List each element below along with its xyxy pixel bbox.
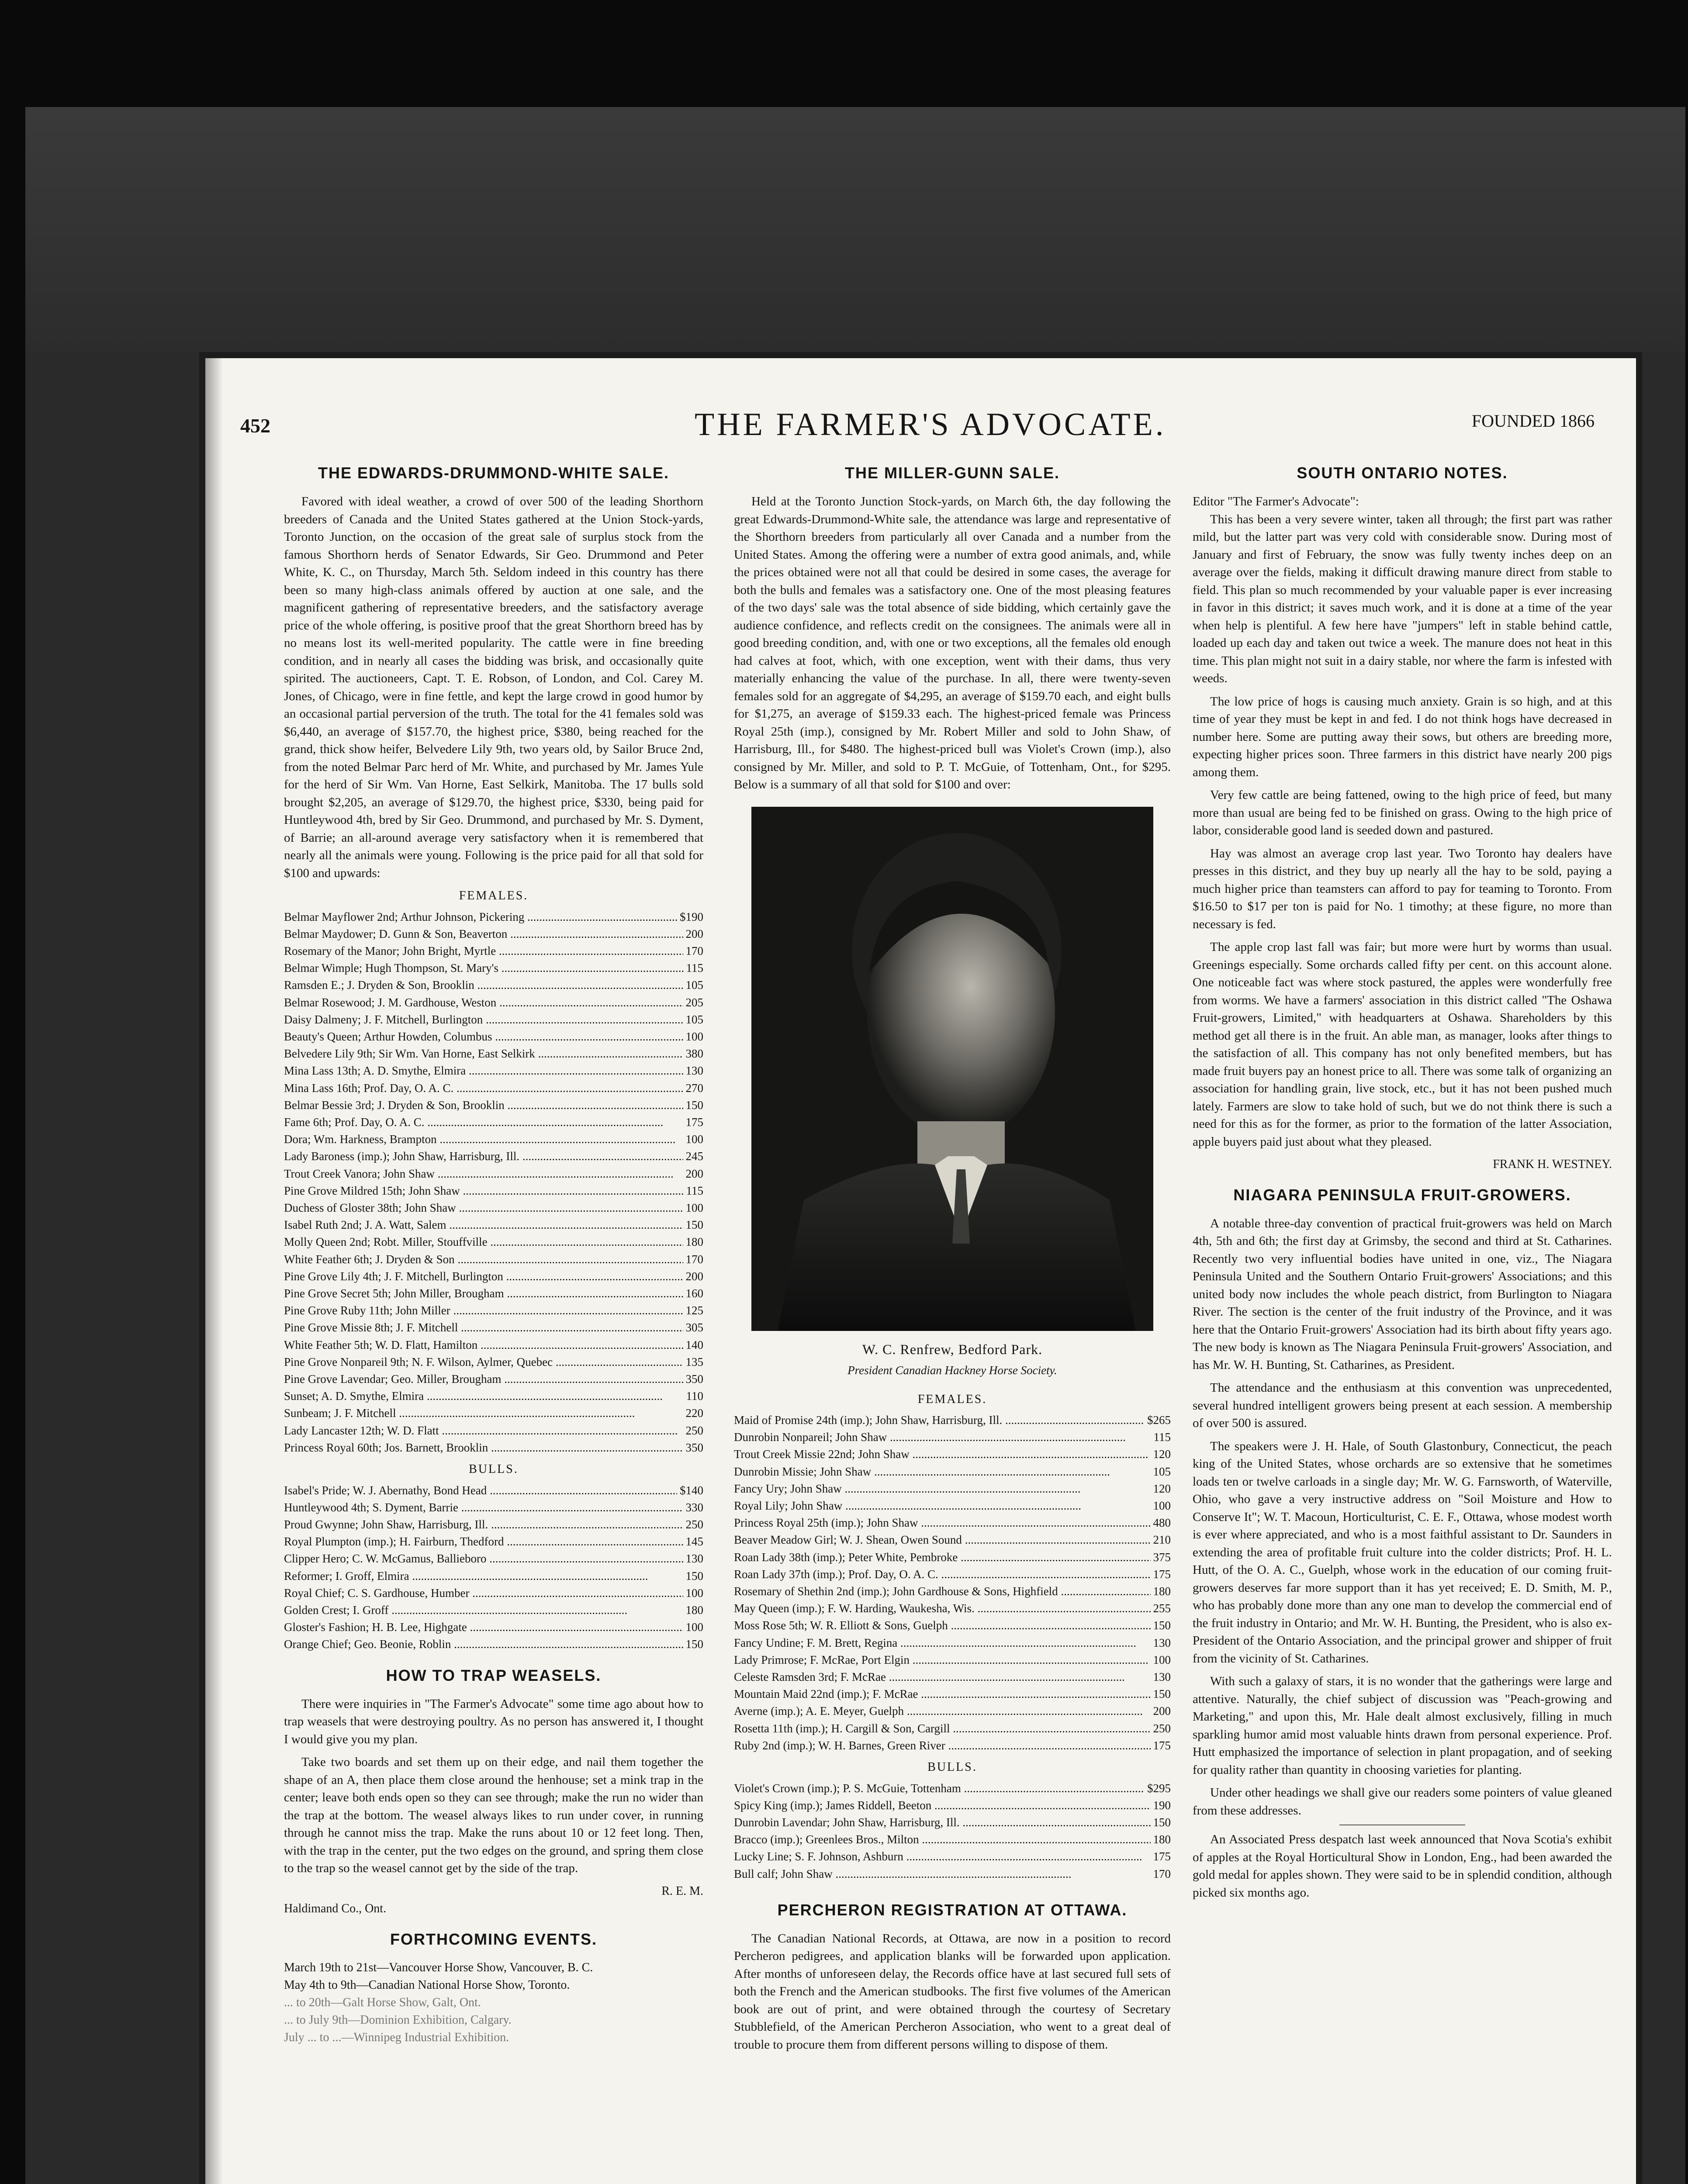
sale-entry [284, 1388, 703, 1405]
sale-entry-price: 100 [683, 1585, 704, 1602]
sale-entry-price: 150 [683, 1568, 704, 1585]
sale-entry-price: 200 [683, 926, 704, 943]
sale-entry-name: Spicy King (imp.); James Riddell, Beeton ..... [734, 1797, 1151, 1814]
sale-entry-price: 130 [683, 1062, 704, 1079]
sale-entry-name: Clipper Hero; C. W. McGamus, Ballieboro ..... [284, 1550, 683, 1567]
sale-entry [734, 1617, 1171, 1634]
south-ontario-headline: SOUTH ONTARIO NOTES. [1297, 464, 1508, 482]
sale-entry-price: 350 [683, 1439, 704, 1456]
weasels-paragraph: Take two boards and set them up on their edge, and nail them together the shape of an A, then place them close around the henhouse; set a mink trap in the center; leave both ends open so they can see through; make the run no wider than the trap at the bottom. The weasel always likes to run under cover, in running through he cannot miss the trap. Make the runs about 10 or 12 feet long. Then, with the trap in the center, put the two edges on the ground, and spring them close to the trap so the weasel cannot get by the side of the trap. [284, 1755, 703, 1876]
miller-females-label: FEMALES. [917, 1392, 987, 1406]
sale-entry [734, 1848, 1171, 1865]
sale-entry-name: Isabel Ruth 2nd; J. A. Watt, Salem ..... [284, 1216, 683, 1234]
sale-entry-price: 270 [683, 1080, 704, 1097]
sale-entry-name: Violet's Crown (imp.); P. S. McGuie, Tottenham ..... [734, 1780, 1145, 1797]
sale-entry-name: Lady Lancaster 12th; W. D. Flatt ..... [284, 1422, 678, 1439]
sale-entry-name: Dunrobin Lavendar; John Shaw, Harrisburg, Ill. ..... [734, 1814, 1151, 1831]
south-ontario-salutation: Editor "The Farmer's Advocate": [1193, 494, 1359, 508]
column-2 [734, 463, 1171, 2059]
sale-entry-price: 245 [683, 1148, 704, 1165]
sale-entry-name: Pine Grove Missie 8th; J. F. Mitchell ..... [284, 1319, 683, 1336]
miller-bulls-label: BULLS. [927, 1760, 977, 1774]
sale-entry-price: 115 [1151, 1429, 1171, 1446]
sale-entry-price: 175 [1151, 1848, 1171, 1865]
sale-entry-price: 480 [1151, 1514, 1171, 1531]
weasels-headline: HOW TO TRAP WEASELS. [386, 1666, 602, 1684]
sale-entry-price: 380 [683, 1045, 704, 1062]
sale-entry-name: Mountain Maid 22nd (imp.); F. McRae ..... [734, 1686, 1151, 1703]
sale-entry [284, 1439, 703, 1456]
edwards-sale-body: Favored with ideal weather, a crowd of over 500 of the leading Shorthorn breeders of Canada and the United States gathered at the Union Stock-yards, Toronto Junction, on the occasion of the great sale of surplus stock from the famous Shorthorn herds of Senator Edwards, Sir Geo. Drummond and Peter White, K. C., on Thursday, March 5th. Seldom indeed in this country has there been so many high-class animals offered by auction at one sale, and the magnificent gathering of representative breeders, and the satisfactory average price of the whole offering, is positive proof that the great Shorthorn breed has by no means lost its well-merited popularity. The cattle were in fine breeding condition, and in nearly all cases the bidding was brisk, and occasionally quite spirited. The auctioneers, Capt. T. E. Robson, of London, and Col. Carey M. Jones, of Chicago, were in fine fettle, and kept the large crowd in good humor by an occasional partial perversion of the truth. The total for the 41 females sold was $6,440, an average of $157.70, the highest price, $380, being reached for the grand, thick show heifer, Belvedere Lily 9th, two years old, by Sailor Bruce 2nd, from the noted Belmar Parc herd of Mr. White, and purchased by Mr. James Yule for the herd of Sir Wm. Van Horne, East Selkirk, Manitoba. The 17 bulls sold brought $2,205, an average of $129.70, the highest price, $330, being paid for Huntleywood 4th, bred by Sir Geo. Drummond, and purchased by Mr. S. Dyment, of Barrie; an all-around average very satisfactory when it is remembered that nearly all the animals were young. Following is the price paid for all that sold for $100 and upwards: [284, 494, 703, 880]
niagara-paragraph: The attendance and the enthusiasm at this convention was unprecedented, several hundred intelligent growers being present at each session. A membership of over 500 is assured. [1193, 1381, 1612, 1430]
sale-entry-price: 250 [683, 1516, 704, 1533]
sale-entry-name: Rosetta 11th (imp.); H. Cargill & Son, Cargill ..... [734, 1720, 1151, 1737]
sale-entry [284, 1319, 703, 1336]
page-edge-shadow [205, 358, 223, 2184]
sale-entry [734, 1686, 1171, 1703]
portrait-caption: W. C. Renfrew, Bedford Park. [862, 1341, 1043, 1357]
page-number: 452 [240, 415, 270, 437]
sale-entry [284, 1165, 703, 1182]
sale-entry-price: 170 [683, 1251, 704, 1268]
sale-entry [734, 1497, 1171, 1514]
sale-entry-name: Molly Queen 2nd; Robt. Miller, Stouffville ..... [284, 1234, 683, 1251]
sale-entry-price: 180 [1151, 1831, 1171, 1848]
sale-entry-name: Royal Lily; John Shaw ..... [734, 1497, 1081, 1514]
sale-entry [734, 1480, 1171, 1497]
sale-entry-price: $265 [1145, 1412, 1171, 1429]
sale-entry [734, 1669, 1171, 1686]
sale-entry [284, 1028, 703, 1045]
sale-entry-name: Bracco (imp.); Greenlees Bros., Milton ..... [734, 1831, 1151, 1848]
sale-entry-name: Proud Gwynne; John Shaw, Harrisburg, Ill. ..... [284, 1516, 683, 1533]
sale-entry [284, 1482, 703, 1499]
sale-entry-name: Pine Grove Nonpareil 9th; N. F. Wilson, Aylmer, Quebec ..... [284, 1354, 683, 1371]
sale-entry-name: Ruby 2nd (imp.); W. H. Barnes, Green River ..... [734, 1737, 1151, 1754]
sale-entry-name: Duchess of Gloster 38th; John Shaw ..... [284, 1199, 683, 1216]
sale-entry-price: 180 [683, 1234, 704, 1251]
sale-entry [734, 1814, 1171, 1831]
sale-entry-price: 175 [1151, 1737, 1171, 1754]
sale-entry-price: 175 [683, 1114, 704, 1131]
sale-entry-price: 130 [1151, 1669, 1171, 1686]
sale-entry-price: 200 [1151, 1703, 1171, 1720]
sale-entry-price: 200 [683, 1165, 704, 1182]
sale-entry-name: Orange Chief; Geo. Beonie, Roblin ..... [284, 1636, 683, 1653]
south-ontario-paragraph: Very few cattle are being fattened, owing to the high price of feed, but many more than usual are being fed to be finished on grass. Owing to the high price of labor, considerable good land is seeded down and pastured. [1193, 788, 1612, 837]
sale-entry-price: 170 [1151, 1866, 1171, 1883]
sale-entry-price: 200 [683, 1268, 704, 1285]
sale-entry [284, 1371, 703, 1388]
sale-entry-price: 130 [1151, 1635, 1171, 1652]
south-ontario-paragraph: The apple crop last fall was fair; but more were hurt by worms than usual. Greenings especially. Some orchards called fifty per cent. on this account alone. One noticeable fact was where stock pastured, the apples were wonderfully free from worms. We have a farmers' association in this district called "The Oshawa Fruit-growers, Limited," with headquarters at Oshawa. Shareholders by this method get all there is in the fruit. An able man, as manager, looks after things to the satisfaction of all. This company has not only benefited members, but has made fruit buyers pay an honest price to all. There was some talk of organizing an association for handling grain, live stock, etc., but it has not been pushed much lately. Farmers are slow to take hold of such, but we do not think there is such a need for this as for the former, as prior to the formation of the latter Association, apple buyers paid just about what they pleased. [1193, 940, 1612, 1149]
sale-entry-price: 175 [1151, 1566, 1171, 1583]
sale-entry-price: 100 [1151, 1497, 1171, 1514]
edwards-sale-headline: THE EDWARDS-DRUMMOND-WHITE SALE. [318, 464, 669, 482]
events-headline: FORTHCOMING EVENTS. [390, 1930, 597, 1948]
miller-sale-headline: THE MILLER-GUNN SALE. [845, 464, 1060, 482]
column-1 [284, 463, 703, 2046]
sale-entry [734, 1600, 1171, 1617]
sale-entry [284, 1585, 703, 1602]
sale-entry [284, 1550, 703, 1567]
sale-entry-name: Princess Royal 25th (imp.); John Shaw ..... [734, 1514, 1151, 1531]
sale-entry-price: 100 [683, 1028, 704, 1045]
sale-entry-price: $295 [1145, 1780, 1171, 1797]
sale-entry-name: White Feather 5th; W. D. Flatt, Hamilton ..... [284, 1337, 683, 1354]
sale-entry-name: Bull calf; John Shaw ..... [734, 1866, 1071, 1883]
sale-entry-price: 105 [1151, 1463, 1171, 1480]
niagara-headline: NIAGARA PENINSULA FRUIT-GROWERS. [1233, 1185, 1571, 1204]
sale-entry-price: 150 [683, 1216, 704, 1234]
sale-entry [284, 1636, 703, 1653]
sale-entry [734, 1514, 1171, 1531]
sale-entry-name: Rosemary of the Manor; John Bright, Myrtle ..... [284, 943, 683, 960]
sale-entry-name: Belmar Maydower; D. Gunn & Son, Beaverton ..... [284, 926, 683, 943]
sale-entry [284, 1422, 703, 1439]
sale-entry [734, 1549, 1171, 1566]
sale-entry-price: 100 [683, 1131, 704, 1148]
sale-entry-price: $190 [677, 909, 703, 926]
sale-entry-price: 305 [683, 1319, 704, 1336]
miller-bulls-list [734, 1780, 1171, 1883]
sale-entry [734, 1635, 1171, 1652]
sale-entry [284, 994, 703, 1011]
percheron-body: The Canadian National Records, at Ottawa, are now in a position to record Percheron pedigrees, and application blanks will be forwarded upon application. After months of unforeseen delay, the Records office have at last secured full sets of both the French and the American studbooks. The first five volumes of the American book are out of print, and were obtained through the courtesy of Secretary Stubblefield, of the American Percheron Association, who went to a great deal of trouble to procure them from different persons willing to dispose of them. [734, 1931, 1171, 2052]
sale-entry-price: 150 [1151, 1686, 1171, 1703]
sale-entry-name: Maid of Promise 24th (imp.); John Shaw, Harrisburg, Ill. ..... [734, 1412, 1145, 1429]
sale-entry [284, 960, 703, 977]
sale-entry [734, 1463, 1171, 1480]
sale-entry-name: Huntleywood 4th; S. Dyment, Barrie ..... [284, 1499, 683, 1516]
sale-entry [284, 1337, 703, 1354]
sale-entry [284, 1602, 703, 1619]
edwards-females-list [284, 909, 703, 1457]
sale-entry-name: Celeste Ramsden 3rd; F. McRae ..... [734, 1669, 1125, 1686]
sale-entry-price: 150 [683, 1636, 704, 1653]
sale-entry-name: Daisy Dalmeny; J. F. Mitchell, Burlington ..... [284, 1011, 683, 1028]
sale-entry-name: Sunbeam; J. F. Mitchell ..... [284, 1405, 635, 1422]
sale-entry-price: 180 [1151, 1583, 1171, 1600]
south-ontario-paragraph: The low price of hogs is causing much anxiety. Grain is so high, and at this time of year they must be kept in and fed. I do not think hogs have decreased in number here. Some are putting away their sows, but others are breeding more, expecting higher prices soon. Three farmers in this district have nearly 200 pigs among them. [1193, 694, 1612, 779]
miller-sale-body: Held at the Toronto Junction Stock-yards, on March 6th, the day following the great Edwards-Drummond-White sale, the attendance was large and representative of the Shorthorn breeders from particularly all over Canada and a number from the United States. Among the offering were a number of extra good animals, and, while the prices obtained were not all that could be desired in some cases, the average for both the bulls and females was a satisfactory one. One of the most pleasing features of the two days' sale was the total absence of side bidding, which certainly gave the audience confidence, and reflects credit on the consignees. The animals were all in good breeding condition, and, with one or two exceptions, all the females old enough had calves at foot, which, with one exception, went with their dams, thus very materially enhancing the value of the purchase. In all, there were twenty-seven females sold for an aggregate of $4,295, an average of $159.70 each, and eight bulls for $1,275, an average of $159.33 each. The highest-priced female was Princess Royal 25th (imp.), consigned by Mr. Robert Miller and sold to John Shaw, of Harrisburg, Ill., for $480. The highest-priced bull was Violet's Crown (imp.), also consigned by Mr. Miller, and sold to P. T. McGuie, of Tottenham, Ont., for $295. Below is a summary of all that sold for $100 and over: [734, 494, 1171, 791]
sale-entry-name: Fancy Undine; F. M. Brett, Regina ..... [734, 1635, 1136, 1652]
sale-entry-price: 115 [684, 1182, 704, 1199]
edwards-bulls-list [284, 1482, 703, 1653]
sale-entry [734, 1531, 1171, 1548]
event-item: July ... to ...—Winnipeg Industrial Exhibition. [284, 2030, 509, 2044]
newspaper-page [205, 358, 1636, 2184]
sale-entry-price: $140 [677, 1482, 703, 1499]
sale-entry [284, 1062, 703, 1079]
sale-entry-price: 130 [683, 1550, 704, 1567]
sale-entry-price: 180 [683, 1602, 704, 1619]
sale-entry [734, 1566, 1171, 1583]
sale-entry [284, 1234, 703, 1251]
sale-entry-price: 250 [683, 1422, 704, 1439]
sale-entry [734, 1737, 1171, 1754]
sale-entry-name: Mina Lass 13th; A. D. Smythe, Elmira ..... [284, 1062, 683, 1079]
sale-entry [284, 1251, 703, 1268]
sale-entry [734, 1429, 1171, 1446]
sale-entry-price: 375 [1151, 1549, 1171, 1566]
sale-entry [734, 1866, 1171, 1883]
sale-entry [284, 1199, 703, 1216]
sale-entry-name: Lady Primrose; F. McRae, Port Elgin ..... [734, 1652, 1148, 1669]
sale-entry [734, 1720, 1171, 1737]
sale-entry-price: 220 [683, 1405, 704, 1422]
sale-entry [284, 1516, 703, 1533]
sale-entry-price: 145 [683, 1533, 704, 1550]
sale-entry [734, 1583, 1171, 1600]
event-item: March 19th to 21st—Vancouver Horse Show, Vancouver, B. C. [284, 1960, 593, 1974]
sale-entry-price: 255 [1151, 1600, 1171, 1617]
sale-entry-name: Fancy Ury; John Shaw ..... [734, 1480, 1080, 1497]
sale-entry-price: 160 [683, 1285, 704, 1302]
sale-entry-price: 150 [1151, 1617, 1171, 1634]
south-ontario-paragraph: Hay was almost an average crop last year. Two Toronto hay dealers have presses in this district, and they buy up nearly all the hay to be sold, paying a much higher price than teamsters can afford to pay for teaming to Toronto. From $16.50 to $17 per ton is paid for No. 1 timothy; at these figure, no more than necessary is fed. [1193, 846, 1612, 931]
niagara-paragraph: A notable three-day convention of practical fruit-growers was held on March 4th, 5th and 6th; the first day at Grimsby, the second and third at St. Catharines. Recently two very influential bodies have united in one, viz., The Niagara Peninsula United and the Southern Ontario Fruit-growers' Associations; and this united body now includes the whole peach district, from Burlington to Niagara River. The section is the center of the fruit industry of the Province, and it was here that the Ontario Fruit-growers' Association had its birth about fifty years ago. The new body is known as The Niagara Peninsula Fruit-growers' Association, and has Mr. W. H. Bunting, St. Catharines, as President. [1193, 1216, 1612, 1372]
sale-entry-price: 100 [1151, 1652, 1171, 1669]
sale-entry-name: Averne (imp.); A. E. Meyer, Guelph ..... [734, 1703, 1143, 1720]
sale-entry-price: 105 [683, 977, 704, 994]
sale-entry-price: 120 [1151, 1480, 1171, 1497]
event-item: May 4th to 9th—Canadian National Horse Show, Toronto. [284, 1978, 570, 1992]
sale-entry [284, 1619, 703, 1636]
sale-entry-price: 350 [683, 1371, 704, 1388]
sale-entry-name: Gloster's Fashion; H. B. Lee, Highgate ..... [284, 1619, 683, 1636]
sale-entry-name: Pine Grove Mildred 15th; John Shaw ..... [284, 1182, 684, 1199]
edwards-bulls-label: BULLS. [469, 1462, 519, 1476]
sale-entry-name: Lucky Line; S. F. Johnson, Ashburn ..... [734, 1848, 1142, 1865]
sale-entry [284, 1011, 703, 1028]
miller-females-list [734, 1412, 1171, 1754]
sale-entry-name: Belvedere Lily 9th; Sir Wm. Van Horne, East Selkirk ..... [284, 1045, 683, 1062]
portrait-image [751, 807, 1153, 1331]
sale-entry [734, 1652, 1171, 1669]
sale-entry [284, 1354, 703, 1371]
sale-entry [284, 909, 703, 926]
sale-entry-name: Reformer; I. Groff, Elmira ..... [284, 1568, 648, 1585]
sale-entry [734, 1797, 1171, 1814]
sale-entry-name: Pine Grove Lily 4th; J. F. Mitchell, Burlington ..... [284, 1268, 683, 1285]
sale-entry-name: Pine Grove Secret 5th; John Miller, Brougham ..... [284, 1285, 683, 1302]
sale-entry [284, 1302, 703, 1319]
sale-entry-name: Dunrobin Missie; John Shaw ..... [734, 1463, 1110, 1480]
sale-entry [284, 1268, 703, 1285]
sale-entry-name: Fame 6th; Prof. Day, O. A. C. ..... [284, 1114, 663, 1131]
edwards-females-label: FEMALES. [459, 889, 529, 902]
sale-entry [284, 1097, 703, 1114]
sale-entry-name: Belmar Rosewood; J. M. Gardhouse, Weston ..... [284, 994, 683, 1011]
sale-entry [284, 1045, 703, 1062]
sale-entry [734, 1703, 1171, 1720]
sale-entry-price: 150 [683, 1097, 704, 1114]
sale-entry [734, 1831, 1171, 1848]
sale-entry-price: 170 [683, 943, 704, 960]
sale-entry-price: 150 [1151, 1814, 1171, 1831]
microfilm-margin [25, 107, 1685, 352]
sale-entry [284, 1499, 703, 1516]
sale-entry-price: 330 [683, 1499, 704, 1516]
niagara-paragraph: The speakers were J. H. Hale, of South Glastonbury, Connecticut, the peach king of the United States, whose orchards are so extensive that he sometimes loads ten or twelve carloads in a single day; Mr. W. G. Farnsworth, of Waterville, Ohio, who gave a very instructive address on "Soil Moisture and How to Conserve It"; W. T. Macoun, Horticulturist, C. E. F., Ottawa, whose modest worth is ever where appreciated, and who is a most faithful assistant to Dr. Saunders in extending the area of profitable fruit culture into the colder districts; Prof. H. L. Hutt, of the O. A. C., Guelph, whose work in the education of our coming fruit-growers deserves far more support than it has yet received; E. D. Smith, M. P., who has probably done more than any one man to develop the commercial end of the fruit industry in Ontario; and Mr. W. H. Bunting, the President, who is also ex-President of the Ontario Association, and the principal grower and shipper of fruit from the vicinity of St. Catharines. [1193, 1439, 1612, 1666]
sale-entry-price: 140 [683, 1337, 704, 1354]
sale-entry-name: Rosemary of Shethin 2nd (imp.); John Gardhouse & Sons, Highfield ..... [734, 1583, 1151, 1600]
sale-entry-name: Dora; Wm. Harkness, Brampton ..... [284, 1131, 675, 1148]
sale-entry-name: Royal Chief; C. S. Gardhouse, Humber ..... [284, 1585, 683, 1602]
sale-entry [734, 1446, 1171, 1463]
percheron-headline: PERCHERON REGISTRATION AT OTTAWA. [777, 1901, 1128, 1919]
niagara-paragraph: With such a galaxy of stars, it is no wonder that the gatherings were large and attentive. Naturally, the chief subject of discussion was "Peach-growing and Marketing," and upon this, Mr. Hale dealt almost exclusively, filling in much sparkling humor amid most valuable hints drawn from personal experience. Prof. Hutt emphasized the importance of selection in plant propagation, and of seeking for quality rather than quantity in choosing varieties for planting. [1193, 1674, 1612, 1777]
south-ontario-paragraph: This has been a very severe winter, taken all through; the first part was rather mild, but the latter part was very cold with considerable snow. During most of January and first of February, the snow was fully twenty inches deep on an average over the fields, making it difficult drawing manure direct from stable to field. This plan so much recommended by your valuable paper is ever increasing in favor in this district; it saves much work, and it is done at a time of the year when help is plentiful. A few here have "jumpers" left in stable behind cattle, loaded up each day and taken out twice a week. The manure does not heat in this time. This plan might not suit in a dairy stable, nor where the farm is infested with weeds. [1193, 512, 1612, 685]
sale-entry-name: White Feather 6th; J. Dryden & Son ..... [284, 1251, 683, 1268]
weasels-signature: R. E. M. [661, 1884, 703, 1898]
sale-entry-price: 110 [684, 1388, 704, 1405]
niagara-paragraph: Under other headings we shall give our readers some pointers of value gleaned from these addresses. [1193, 1786, 1612, 1818]
sale-entry-name: Roan Lady 37th (imp.); Prof. Day, O. A. C. ..... [734, 1566, 1151, 1583]
sale-entry [284, 1080, 703, 1097]
sale-entry-name: Beaver Meadow Girl; W. J. Shean, Owen Sound ..... [734, 1531, 1151, 1548]
sale-entry [284, 977, 703, 994]
sale-entry-name: Roan Lady 38th (imp.); Peter White, Pembroke ..... [734, 1549, 1151, 1566]
column-3 [1193, 463, 1612, 1907]
sale-entry [734, 1780, 1171, 1797]
sale-entry-price: 100 [683, 1619, 704, 1636]
sale-entry-name: Mina Lass 16th; Prof. Day, O. A. C. ..... [284, 1080, 683, 1097]
masthead: THE FARMER'S ADVOCATE. [695, 407, 1166, 442]
sale-entry [284, 1533, 703, 1550]
sale-entry-name: May Queen (imp.); F. W. Harding, Waukesha, Wis. ..... [734, 1600, 1151, 1617]
sale-entry-price: 135 [683, 1354, 704, 1371]
sale-entry [284, 926, 703, 943]
event-item: ... to 20th—Galt Horse Show, Galt, Ont. [284, 1995, 481, 2009]
sale-entry-name: Trout Creek Vanora; John Shaw ..... [284, 1165, 674, 1182]
sale-entry [284, 943, 703, 960]
sale-entry-name: Belmar Bessie 3rd; J. Dryden & Son, Brooklin ..... [284, 1097, 683, 1114]
sale-entry-name: Beauty's Queen; Arthur Howden, Columbus ..... [284, 1028, 683, 1045]
sale-entry-name: Belmar Mayflower 2nd; Arthur Johnson, Pickering ..... [284, 909, 677, 926]
sale-entry [284, 1568, 703, 1585]
apple-exhibit-paragraph: An Associated Press despatch last week announced that Nova Scotia's exhibit of apples at the Royal Horticultural Show in London, Eng., had been awarded the gold medal for apples shown. They were said to be in splendid condition, although picked six months ago. [1193, 1832, 1612, 1900]
event-item: ... to July 9th—Dominion Exhibition, Calgary. [284, 2013, 512, 2027]
sale-entry-name: Isabel's Pride; W. J. Abernathy, Bond Head ..... [284, 1482, 677, 1499]
sale-entry-price: 125 [683, 1302, 704, 1319]
weasels-paragraph: There were inquiries in "The Farmer's Advocate" some time ago about how to trap weasels that were destroying poultry. As no person has answered it, I thought I would give you my plan. [284, 1697, 703, 1746]
sale-entry-name: Princess Royal 60th; Jos. Barnett, Brooklin ..... [284, 1439, 683, 1456]
weasels-address: Haldimand Co., Ont. [284, 1902, 387, 1916]
sale-entry-name: Moss Rose 5th; W. R. Elliott & Sons, Guelph ..... [734, 1617, 1151, 1634]
portrait-subcaption: President Canadian Hackney Horse Society. [847, 1364, 1057, 1377]
sale-entry [284, 1405, 703, 1422]
sale-entry-name: Lady Baroness (imp.); John Shaw, Harrisburg, Ill. ..... [284, 1148, 683, 1165]
sale-entry-price: 210 [1151, 1531, 1171, 1548]
sale-entry-name: Trout Creek Missie 22nd; John Shaw ..... [734, 1446, 1148, 1463]
sale-entry-name: Pine Grove Ruby 11th; John Miller ..... [284, 1302, 683, 1319]
sale-entry [734, 1412, 1171, 1429]
sale-entry-price: 120 [1151, 1446, 1171, 1463]
sale-entry-name: Belmar Wimple; Hugh Thompson, St. Mary's ..... [284, 960, 684, 977]
portrait-photo [751, 807, 1153, 1331]
south-ontario-signature: FRANK H. WESTNEY. [1493, 1158, 1612, 1171]
sale-entry-price: 250 [1151, 1720, 1171, 1737]
sale-entry-name: Dunrobin Nonpareil; John Shaw ..... [734, 1429, 1126, 1446]
sale-entry [284, 1182, 703, 1199]
sale-entry-price: 205 [683, 994, 704, 1011]
sale-entry [284, 1131, 703, 1148]
sale-entry-price: 105 [683, 1011, 704, 1028]
page-header [223, 406, 1621, 454]
sale-entry-price: 115 [684, 960, 704, 977]
sale-entry-name: Ramsden E.; J. Dryden & Son, Brooklin ..... [284, 977, 683, 994]
sale-entry [284, 1148, 703, 1165]
sale-entry-price: 190 [1151, 1797, 1171, 1814]
sale-entry [284, 1114, 703, 1131]
sale-entry-name: Pine Grove Lavendar; Geo. Miller, Brougham ..... [284, 1371, 683, 1388]
sale-entry-name: Golden Crest; I. Groff ..... [284, 1602, 627, 1619]
sale-entry-name: Sunset; A. D. Smythe, Elmira ..... [284, 1388, 663, 1405]
sale-entry-name: Royal Plumpton (imp.); H. Fairburn, Thedford ..... [284, 1533, 683, 1550]
sale-entry-price: 100 [683, 1199, 704, 1216]
sale-entry [284, 1285, 703, 1302]
founded-line: FOUNDED 1866 [1471, 411, 1595, 431]
sale-entry [284, 1216, 703, 1234]
